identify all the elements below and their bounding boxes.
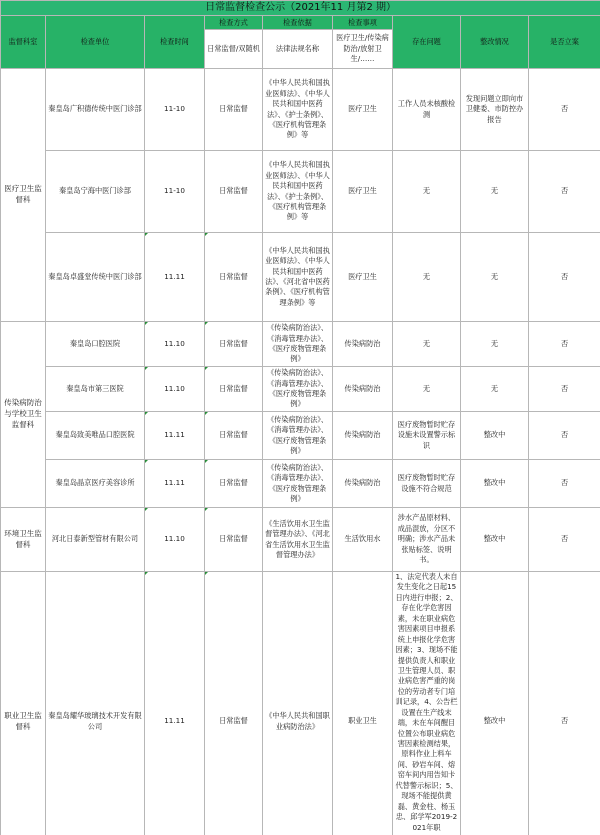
- unit-cell: 秦皇岛耀华玻璃技术开发有限公司: [46, 572, 145, 835]
- rectify-cell: 整改中: [461, 572, 529, 835]
- rectify-cell: 无: [461, 151, 529, 233]
- header-method: 检查方式: [205, 16, 263, 30]
- problem-cell: 涉水产品原材料、成品混放，分区不明确；涉水产品未张贴标签、说明书。: [393, 508, 461, 572]
- rectify-cell: 整改中: [461, 460, 529, 508]
- basis-cell: 《生活饮用水卫生监督管理办法》、《河北省生活饮用水卫生监督管理办法》: [263, 508, 333, 572]
- filed-cell: 否: [529, 572, 600, 835]
- unit-cell: 秦皇岛致美唯品口腔医院: [46, 412, 145, 460]
- header-rectify: 整改情况: [461, 16, 529, 69]
- item-cell: 传染病防治: [333, 412, 393, 460]
- filed-cell: 否: [529, 69, 600, 151]
- method-cell: 日常监督: [205, 412, 263, 460]
- item-cell: 医疗卫生: [333, 69, 393, 151]
- basis-cell: 《传染病防治法》、《消毒管理办法》、《医疗废物管理条例》: [263, 460, 333, 508]
- filed-cell: 否: [529, 322, 600, 367]
- time-cell: 11-10: [145, 69, 205, 151]
- time-cell: 11.11: [145, 233, 205, 322]
- table-row: [1, 233, 600, 322]
- time-cell: 11.11: [145, 572, 205, 835]
- time-cell: 11.10: [145, 367, 205, 412]
- header-filed: 是否立案: [529, 16, 600, 69]
- item-cell: 医疗卫生: [333, 233, 393, 322]
- unit-cell: 河北日泰新型管材有限公司: [46, 508, 145, 572]
- time-cell: 11-10: [145, 151, 205, 233]
- method-cell: 日常监督: [205, 233, 263, 322]
- time-cell: 11.11: [145, 460, 205, 508]
- header-basis: 检查依据: [263, 16, 333, 30]
- time-cell: 11.10: [145, 322, 205, 367]
- table-row: [1, 69, 600, 151]
- unit-cell: 秦皇岛广积德传统中医门诊部: [46, 69, 145, 151]
- header-category: 监督科室: [1, 16, 46, 69]
- time-cell: 11.11: [145, 412, 205, 460]
- basis-cell: 《中华人民共和国执业医师法》、《中华人民共和国中医药法》、《护士条例》、《医疗机构管理条例》等: [263, 151, 333, 233]
- header-unit: 检查单位: [46, 16, 145, 69]
- unit-cell: 秦皇岛口腔医院: [46, 322, 145, 367]
- filed-cell: 否: [529, 233, 600, 322]
- problem-cell: 无: [393, 151, 461, 233]
- method-cell: 日常监督: [205, 508, 263, 572]
- item-cell: 传染病防治: [333, 322, 393, 367]
- filed-cell: 否: [529, 508, 600, 572]
- item-cell: 传染病防治: [333, 460, 393, 508]
- table-row: [1, 508, 600, 572]
- method-cell: 日常监督: [205, 460, 263, 508]
- table-row: [1, 460, 600, 508]
- table-row: [1, 367, 600, 412]
- unit-cell: 秦皇岛晶京医疗美容诊所: [46, 460, 145, 508]
- method-cell: 日常监督: [205, 322, 263, 367]
- basis-cell: 《中华人民共和国执业医师法》、《中华人民共和国中医药法》、《护士条例》、《医疗机构管理条例》等: [263, 69, 333, 151]
- method-cell: 日常监督: [205, 572, 263, 835]
- rectify-cell: 无: [461, 367, 529, 412]
- category-cell: 传染病防治与学校卫生监督科: [1, 322, 46, 508]
- table-row: [1, 322, 600, 367]
- subheader-item: 医疗卫生/传染病防治/放射卫生/……: [333, 30, 393, 69]
- method-cell: 日常监督: [205, 367, 263, 412]
- basis-cell: 《传染病防治法》、《消毒管理办法》、《医疗废物管理条例》: [263, 322, 333, 367]
- unit-cell: 秦皇岛卓盛堂传统中医门诊部: [46, 233, 145, 322]
- page-title: 日常监督检查公示（2021年11 月第2 期）: [1, 1, 600, 16]
- problem-cell: 无: [393, 367, 461, 412]
- unit-cell: 秦皇岛宁海中医门诊部: [46, 151, 145, 233]
- header-item: 检查事项: [333, 16, 393, 30]
- subheader-method: 日常监督/双随机: [205, 30, 263, 69]
- rectify-cell: 整改中: [461, 412, 529, 460]
- rectify-cell: 整改中: [461, 508, 529, 572]
- problem-cell: 无: [393, 233, 461, 322]
- problem-cell: 1、法定代表人未自发生变化之日起15日内进行申报；2、存在化学危害因素，未在职业病危害因素项目申报系统上申报化学危害因素；3、现场不能提供负责人和职业卫生管理人员、职业病危害严重的岗位的劳动者专门培训记录，4、公告栏设置在生产线末端，未在车间醒目位置公布职业病危害因素检测结果，原料作业上料车间、砂岩车间、熔窑车间内用告知卡代替警示标识；5、现场不能提供黄磊、黄金柱、杨玉忠、邱学军2019-2021年职: [393, 572, 461, 835]
- header-row: [1, 16, 600, 30]
- filed-cell: 否: [529, 412, 600, 460]
- problem-cell: 医疗废物暂时贮存设施未设置警示标识: [393, 412, 461, 460]
- subheader-basis: 法律法规名称: [263, 30, 333, 69]
- table-row: [1, 151, 600, 233]
- table-row: [1, 412, 600, 460]
- problem-cell: 工作人员未核酸检测: [393, 69, 461, 151]
- basis-cell: 《中华人民共和国执业医师法》、《中华人民共和国中医药法》、《河北省中医药条例》、《医疗机构管理条例》等: [263, 233, 333, 322]
- category-cell: 医疗卫生监督科: [1, 69, 46, 322]
- basis-cell: 《中华人民共和国职业病防治法》: [263, 572, 333, 835]
- unit-cell: 秦皇岛市第三医院: [46, 367, 145, 412]
- item-cell: 传染病防治: [333, 367, 393, 412]
- method-cell: 日常监督: [205, 151, 263, 233]
- item-cell: 医疗卫生: [333, 151, 393, 233]
- problem-cell: 无: [393, 322, 461, 367]
- rectify-cell: 无: [461, 322, 529, 367]
- basis-cell: 《传染病防治法》、《消毒管理办法》、《医疗废物管理条例》: [263, 367, 333, 412]
- filed-cell: 否: [529, 151, 600, 233]
- filed-cell: 否: [529, 460, 600, 508]
- category-cell: 环境卫生监督科: [1, 508, 46, 572]
- problem-cell: 医疗废物暂时贮存设施不符合规范: [393, 460, 461, 508]
- header-problem: 存在问题: [393, 16, 461, 69]
- item-cell: 职业卫生: [333, 572, 393, 835]
- item-cell: 生活饮用水: [333, 508, 393, 572]
- method-cell: 日常监督: [205, 69, 263, 151]
- table-row: [1, 572, 600, 835]
- category-cell: 职业卫生监督科: [1, 572, 46, 835]
- rectify-cell: 发现问题立即向市卫健委、市防控办报告: [461, 69, 529, 151]
- basis-cell: 《传染病防治法》、《消毒管理办法》、《医疗废物管理条例》: [263, 412, 333, 460]
- filed-cell: 否: [529, 367, 600, 412]
- rectify-cell: 无: [461, 233, 529, 322]
- time-cell: 11.10: [145, 508, 205, 572]
- header-time: 检查时间: [145, 16, 205, 69]
